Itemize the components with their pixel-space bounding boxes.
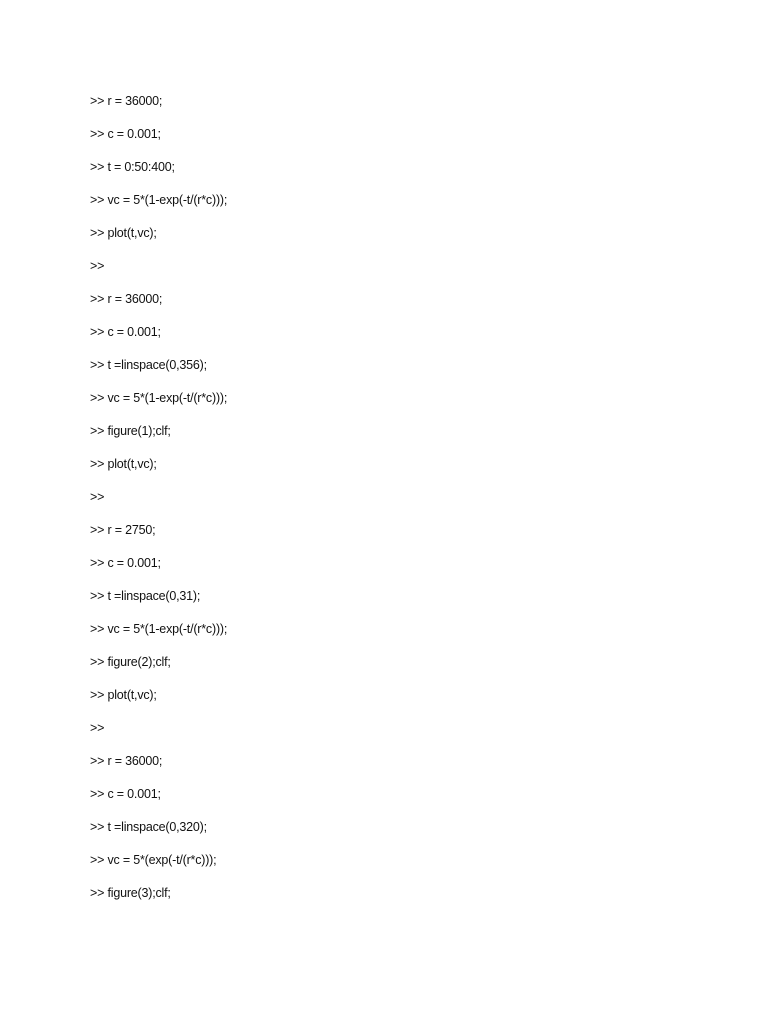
command-line: >> xyxy=(90,490,105,504)
command-line: >> figure(2);clf; xyxy=(90,655,171,669)
command-line: >> r = 36000; xyxy=(90,292,163,306)
command-line: >> t =linspace(0,31); xyxy=(90,589,201,603)
command-line: >> vc = 5*(1-exp(-t/(r*c))); xyxy=(90,391,228,405)
command-line: >> t =linspace(0,320); xyxy=(90,820,207,834)
command-line: >> c = 0.001; xyxy=(90,787,161,801)
command-line: >> xyxy=(90,721,105,735)
command-line: >> t =linspace(0,356); xyxy=(90,358,207,372)
command-line: >> vc = 5*(exp(-t/(r*c))); xyxy=(90,853,217,867)
command-line: >> r = 2750; xyxy=(90,523,156,537)
command-line: >> c = 0.001; xyxy=(90,127,161,141)
command-log xyxy=(90,92,227,917)
command-line: >> r = 36000; xyxy=(90,94,163,108)
command-line: >> figure(3);clf; xyxy=(90,886,171,900)
command-line: >> r = 36000; xyxy=(90,754,163,768)
command-line: >> plot(t,vc); xyxy=(90,457,157,471)
command-line: >> t = 0:50:400; xyxy=(90,160,175,174)
command-line: >> c = 0.001; xyxy=(90,556,161,570)
command-line: >> vc = 5*(1-exp(-t/(r*c))); xyxy=(90,193,228,207)
command-line: >> xyxy=(90,259,105,273)
command-line: >> figure(1);clf; xyxy=(90,424,171,438)
command-line: >> vc = 5*(1-exp(-t/(r*c))); xyxy=(90,622,228,636)
command-line: >> plot(t,vc); xyxy=(90,688,157,702)
command-line: >> c = 0.001; xyxy=(90,325,161,339)
command-line: >> plot(t,vc); xyxy=(90,226,157,240)
